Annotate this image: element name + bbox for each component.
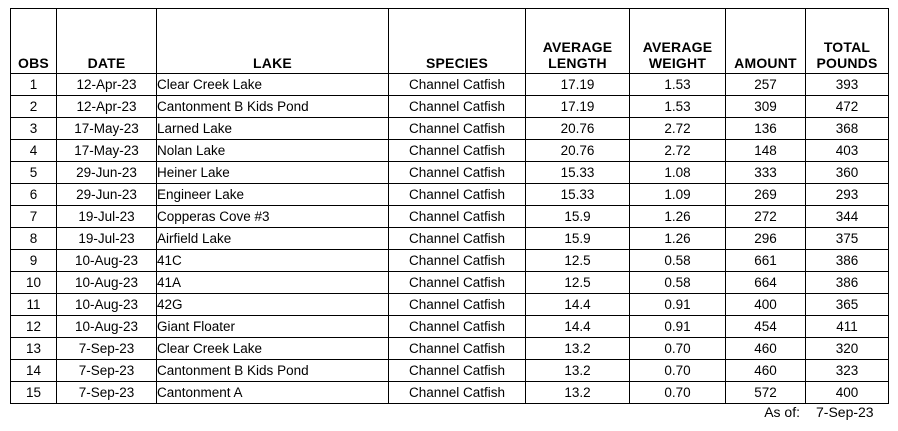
cell-amount: 257 bbox=[726, 74, 806, 96]
cell-total-pounds: 368 bbox=[806, 118, 889, 140]
cell-average-length: 15.33 bbox=[526, 184, 630, 206]
cell-total-pounds: 403 bbox=[806, 140, 889, 162]
cell-total-pounds: 360 bbox=[806, 162, 889, 184]
cell-species: Channel Catfish bbox=[389, 338, 526, 360]
table-row bbox=[11, 118, 889, 140]
cell-obs: 15 bbox=[11, 382, 57, 404]
cell-species: Channel Catfish bbox=[389, 272, 526, 294]
cell-average-weight: 0.70 bbox=[630, 360, 726, 382]
cell-date: 12-Apr-23 bbox=[57, 74, 157, 96]
cell-total-pounds: 393 bbox=[806, 74, 889, 96]
cell-date: 19-Jul-23 bbox=[57, 206, 157, 228]
cell-average-length: 20.76 bbox=[526, 118, 630, 140]
table-header-row bbox=[11, 9, 889, 74]
cell-species: Channel Catfish bbox=[389, 74, 526, 96]
table-row bbox=[11, 360, 889, 382]
cell-lake: Cantonment B Kids Pond bbox=[157, 96, 389, 118]
cell-average-weight: 1.09 bbox=[630, 184, 726, 206]
cell-lake: 41C bbox=[157, 250, 389, 272]
cell-average-weight: 2.72 bbox=[630, 140, 726, 162]
cell-average-length: 15.9 bbox=[526, 228, 630, 250]
cell-lake: Engineer Lake bbox=[157, 184, 389, 206]
as-of-label: As of: bbox=[764, 404, 800, 420]
cell-species: Channel Catfish bbox=[389, 228, 526, 250]
cell-average-weight: 0.70 bbox=[630, 338, 726, 360]
cell-average-length: 12.5 bbox=[526, 250, 630, 272]
table-row bbox=[11, 206, 889, 228]
stocking-report-sheet bbox=[10, 8, 888, 404]
cell-amount: 460 bbox=[726, 338, 806, 360]
cell-lake: Copperas Cove #3 bbox=[157, 206, 389, 228]
table-row bbox=[11, 96, 889, 118]
table-row bbox=[11, 184, 889, 206]
stocking-table bbox=[10, 8, 889, 404]
cell-date: 19-Jul-23 bbox=[57, 228, 157, 250]
cell-species: Channel Catfish bbox=[389, 118, 526, 140]
cell-species: Channel Catfish bbox=[389, 206, 526, 228]
cell-amount: 333 bbox=[726, 162, 806, 184]
cell-average-weight: 0.91 bbox=[630, 316, 726, 338]
cell-obs: 10 bbox=[11, 272, 57, 294]
cell-total-pounds: 293 bbox=[806, 184, 889, 206]
cell-amount: 454 bbox=[726, 316, 806, 338]
table-row bbox=[11, 316, 889, 338]
cell-average-length: 14.4 bbox=[526, 316, 630, 338]
cell-lake: Cantonment B Kids Pond bbox=[157, 360, 389, 382]
cell-species: Channel Catfish bbox=[389, 360, 526, 382]
column-header-date: DATE bbox=[57, 9, 157, 74]
cell-species: Channel Catfish bbox=[389, 316, 526, 338]
cell-average-length: 17.19 bbox=[526, 96, 630, 118]
cell-obs: 4 bbox=[11, 140, 57, 162]
table-row bbox=[11, 74, 889, 96]
cell-average-weight: 0.91 bbox=[630, 294, 726, 316]
cell-amount: 460 bbox=[726, 360, 806, 382]
cell-average-length: 12.5 bbox=[526, 272, 630, 294]
table-row bbox=[11, 338, 889, 360]
cell-obs: 13 bbox=[11, 338, 57, 360]
cell-total-pounds: 411 bbox=[806, 316, 889, 338]
column-header-species: SPECIES bbox=[389, 9, 526, 74]
cell-date: 17-May-23 bbox=[57, 118, 157, 140]
cell-average-weight: 1.26 bbox=[630, 228, 726, 250]
as-of-footer bbox=[764, 404, 888, 420]
cell-total-pounds: 386 bbox=[806, 250, 889, 272]
cell-obs: 2 bbox=[11, 96, 57, 118]
cell-average-length: 20.76 bbox=[526, 140, 630, 162]
cell-lake: Nolan Lake bbox=[157, 140, 389, 162]
cell-date: 29-Jun-23 bbox=[57, 162, 157, 184]
cell-lake: 42G bbox=[157, 294, 389, 316]
table-row bbox=[11, 162, 889, 184]
cell-average-weight: 1.53 bbox=[630, 74, 726, 96]
cell-obs: 7 bbox=[11, 206, 57, 228]
column-header-lake: LAKE bbox=[157, 9, 389, 74]
cell-date: 29-Jun-23 bbox=[57, 184, 157, 206]
cell-average-length: 15.9 bbox=[526, 206, 630, 228]
column-header-amount: AMOUNT bbox=[726, 9, 806, 74]
column-header-average-length: AVERAGE LENGTH bbox=[526, 9, 630, 74]
cell-obs: 8 bbox=[11, 228, 57, 250]
cell-lake: 41A bbox=[157, 272, 389, 294]
table-row bbox=[11, 294, 889, 316]
cell-average-length: 14.4 bbox=[526, 294, 630, 316]
cell-average-weight: 0.58 bbox=[630, 272, 726, 294]
cell-species: Channel Catfish bbox=[389, 162, 526, 184]
cell-average-weight: 1.53 bbox=[630, 96, 726, 118]
table-row bbox=[11, 228, 889, 250]
cell-total-pounds: 400 bbox=[806, 382, 889, 404]
table-row bbox=[11, 140, 889, 162]
table-row bbox=[11, 272, 889, 294]
cell-average-length: 13.2 bbox=[526, 360, 630, 382]
column-header-average-weight: AVERAGE WEIGHT bbox=[630, 9, 726, 74]
cell-lake: Clear Creek Lake bbox=[157, 338, 389, 360]
cell-obs: 12 bbox=[11, 316, 57, 338]
cell-obs: 3 bbox=[11, 118, 57, 140]
as-of-value: 7-Sep-23 bbox=[816, 404, 874, 420]
cell-average-weight: 0.58 bbox=[630, 250, 726, 272]
cell-date: 10-Aug-23 bbox=[57, 272, 157, 294]
cell-species: Channel Catfish bbox=[389, 250, 526, 272]
cell-lake: Giant Floater bbox=[157, 316, 389, 338]
cell-date: 10-Aug-23 bbox=[57, 316, 157, 338]
cell-average-length: 15.33 bbox=[526, 162, 630, 184]
cell-lake: Clear Creek Lake bbox=[157, 74, 389, 96]
cell-amount: 664 bbox=[726, 272, 806, 294]
cell-obs: 9 bbox=[11, 250, 57, 272]
cell-total-pounds: 386 bbox=[806, 272, 889, 294]
cell-amount: 296 bbox=[726, 228, 806, 250]
cell-date: 7-Sep-23 bbox=[57, 338, 157, 360]
cell-amount: 400 bbox=[726, 294, 806, 316]
cell-species: Channel Catfish bbox=[389, 140, 526, 162]
cell-obs: 14 bbox=[11, 360, 57, 382]
table-body bbox=[11, 74, 889, 404]
cell-date: 10-Aug-23 bbox=[57, 250, 157, 272]
cell-species: Channel Catfish bbox=[389, 96, 526, 118]
cell-lake: Heiner Lake bbox=[157, 162, 389, 184]
column-header-total-pounds: TOTAL POUNDS bbox=[806, 9, 889, 74]
cell-date: 17-May-23 bbox=[57, 140, 157, 162]
cell-total-pounds: 365 bbox=[806, 294, 889, 316]
cell-amount: 136 bbox=[726, 118, 806, 140]
cell-average-weight: 0.70 bbox=[630, 382, 726, 404]
cell-total-pounds: 320 bbox=[806, 338, 889, 360]
cell-amount: 269 bbox=[726, 184, 806, 206]
cell-date: 10-Aug-23 bbox=[57, 294, 157, 316]
cell-date: 7-Sep-23 bbox=[57, 382, 157, 404]
cell-amount: 272 bbox=[726, 206, 806, 228]
cell-average-weight: 2.72 bbox=[630, 118, 726, 140]
cell-total-pounds: 375 bbox=[806, 228, 889, 250]
cell-lake: Larned Lake bbox=[157, 118, 389, 140]
cell-date: 7-Sep-23 bbox=[57, 360, 157, 382]
cell-amount: 661 bbox=[726, 250, 806, 272]
column-header-obs: OBS bbox=[11, 9, 57, 74]
cell-obs: 11 bbox=[11, 294, 57, 316]
table-row bbox=[11, 382, 889, 404]
cell-obs: 5 bbox=[11, 162, 57, 184]
cell-total-pounds: 344 bbox=[806, 206, 889, 228]
cell-species: Channel Catfish bbox=[389, 294, 526, 316]
cell-species: Channel Catfish bbox=[389, 382, 526, 404]
cell-average-weight: 1.26 bbox=[630, 206, 726, 228]
cell-total-pounds: 472 bbox=[806, 96, 889, 118]
cell-average-length: 17.19 bbox=[526, 74, 630, 96]
cell-species: Channel Catfish bbox=[389, 184, 526, 206]
cell-average-weight: 1.08 bbox=[630, 162, 726, 184]
cell-total-pounds: 323 bbox=[806, 360, 889, 382]
table-row bbox=[11, 250, 889, 272]
cell-amount: 572 bbox=[726, 382, 806, 404]
cell-amount: 309 bbox=[726, 96, 806, 118]
cell-date: 12-Apr-23 bbox=[57, 96, 157, 118]
cell-obs: 6 bbox=[11, 184, 57, 206]
cell-average-length: 13.2 bbox=[526, 382, 630, 404]
table-header bbox=[11, 9, 889, 74]
cell-lake: Cantonment A bbox=[157, 382, 389, 404]
cell-obs: 1 bbox=[11, 74, 57, 96]
cell-amount: 148 bbox=[726, 140, 806, 162]
cell-average-length: 13.2 bbox=[526, 338, 630, 360]
cell-lake: Airfield Lake bbox=[157, 228, 389, 250]
